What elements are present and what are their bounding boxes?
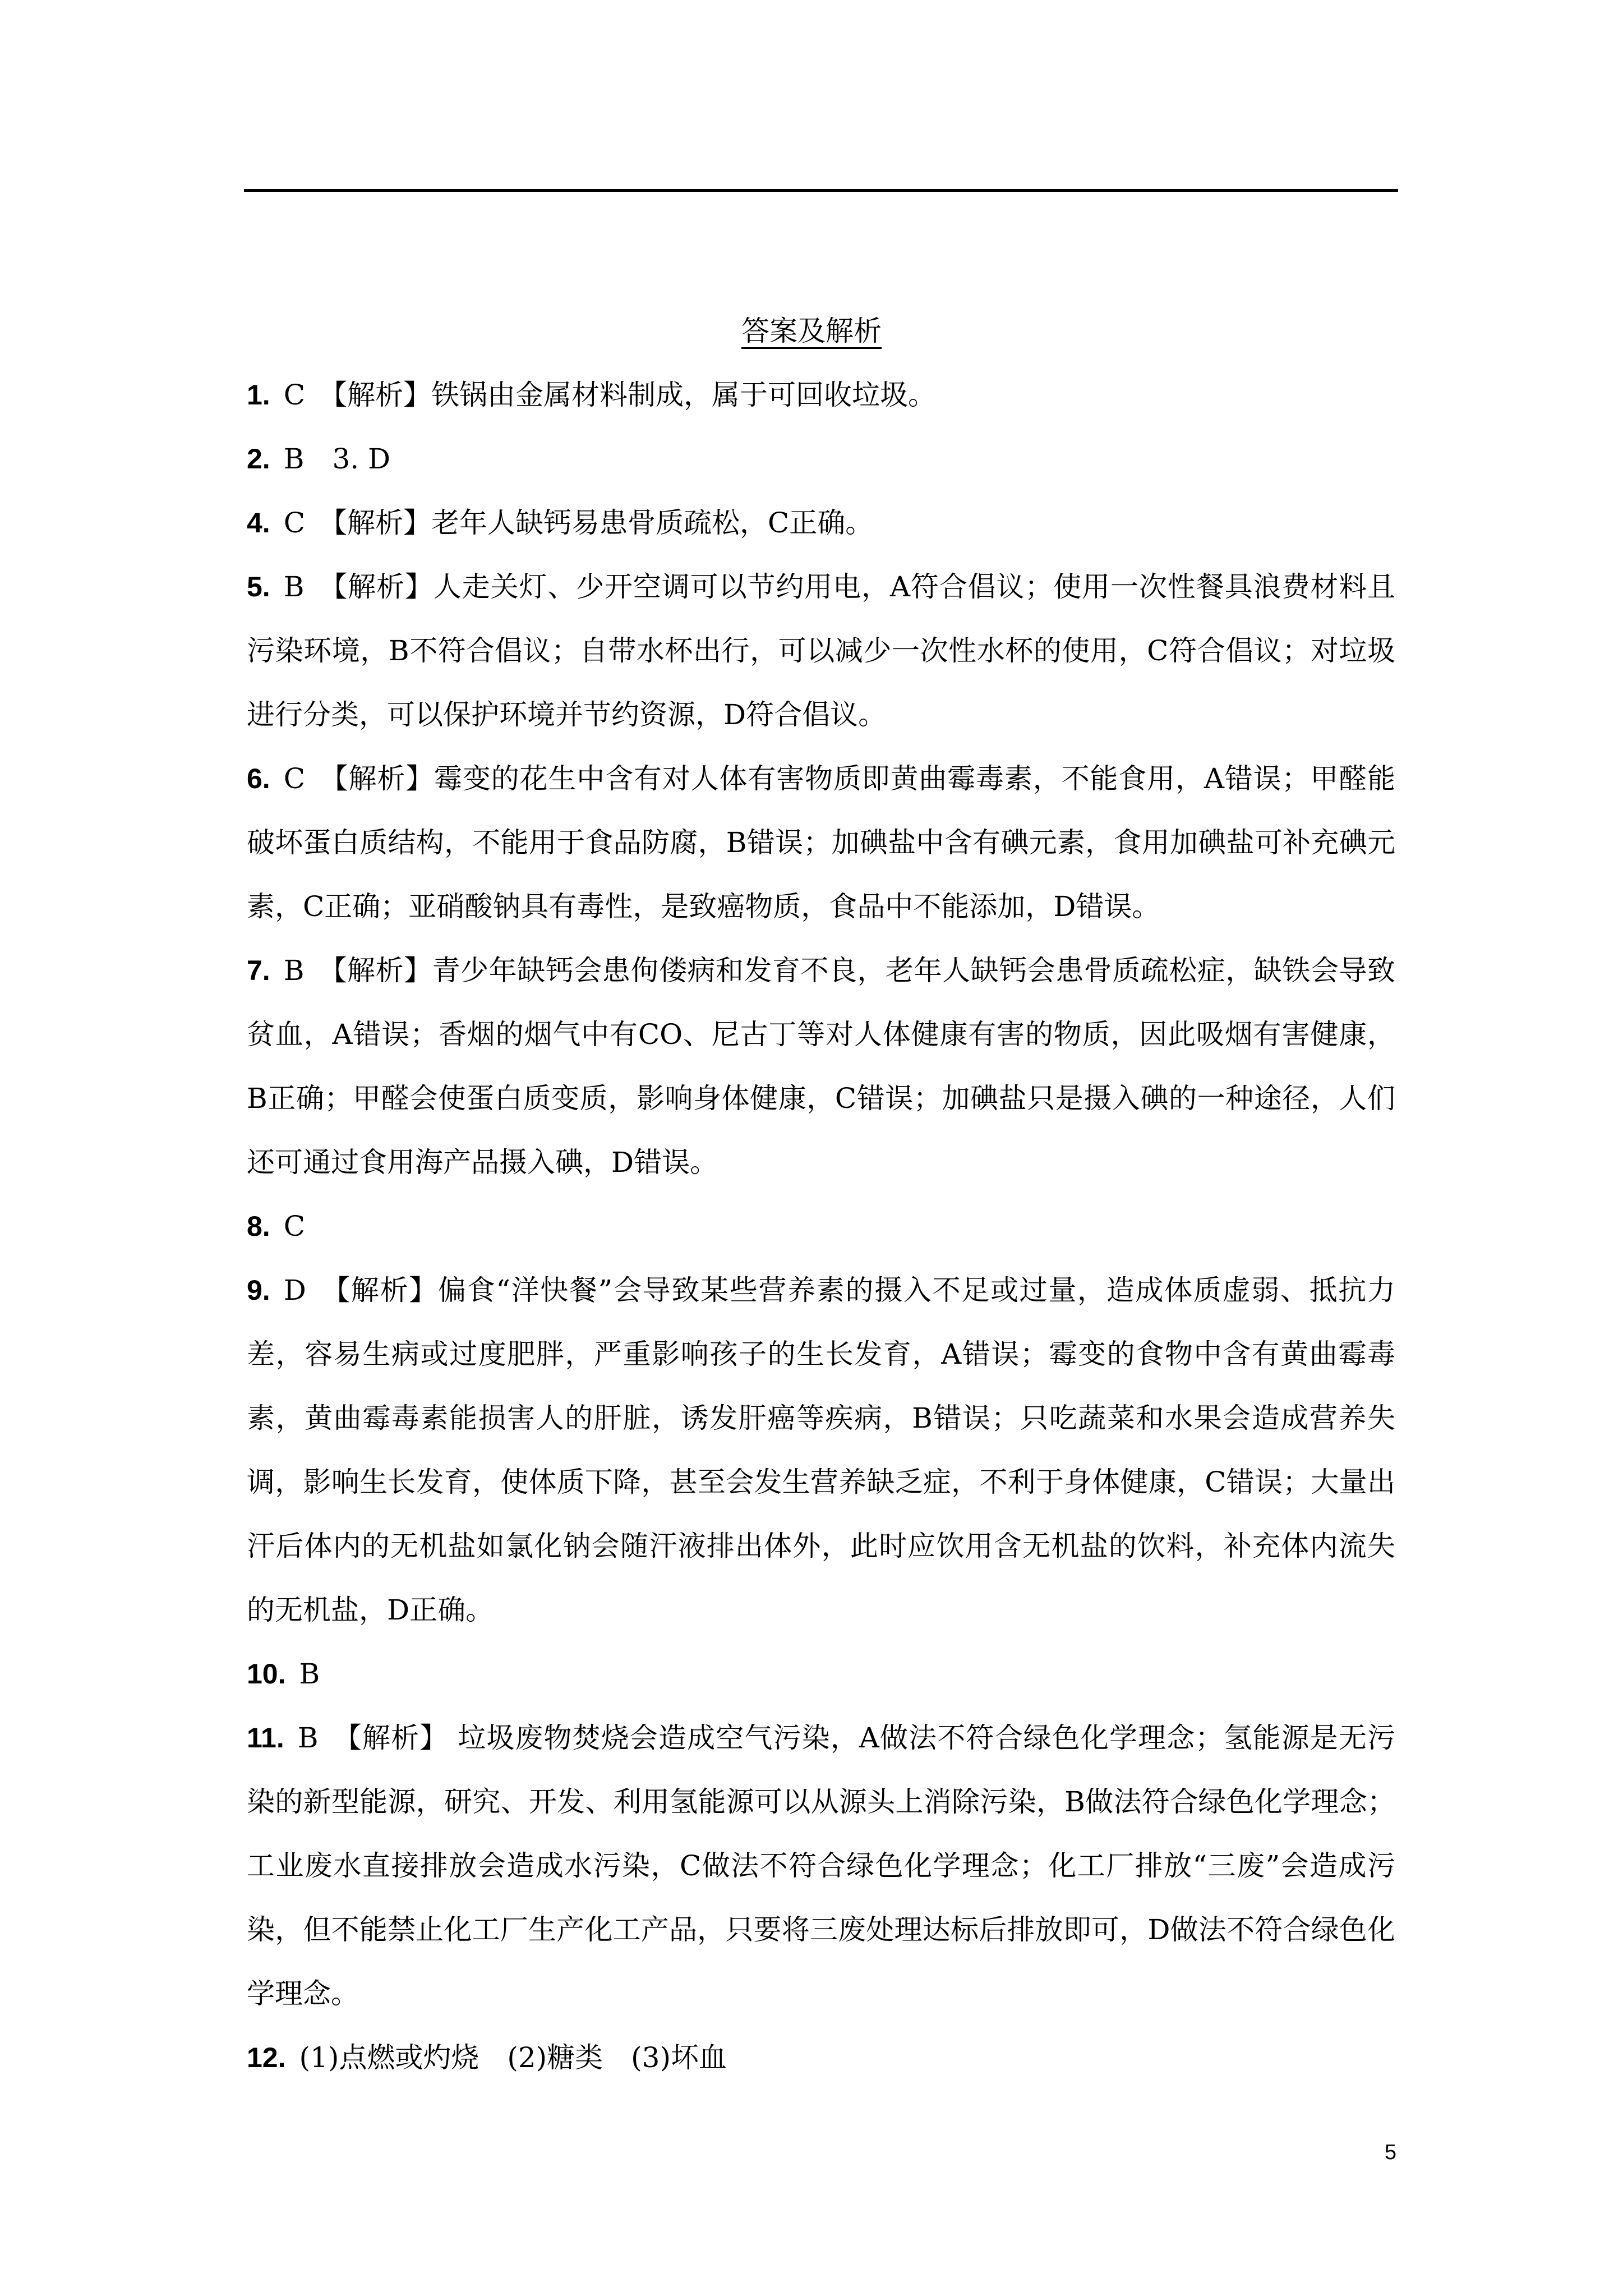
answer-number: 1. [247, 379, 270, 411]
answer-item [247, 363, 1395, 427]
answer-text: B 【解析】 垃圾废物焚烧会造成空气污染，A做法不符合绿色化学理念；氢能源是无污染的新型能源，研究、开发、利用氢能源可以从源头上消除污染，B做法符合绿色化学理念；工业废水直接排放会造成水污染，C做法不符合绿色化学理念；化工厂排放“三废”会造成污染，但不能禁止化工厂生产化工产品，只要将三废处理达标后排放即可，D做法不符合绿色化学理念。 [247, 1722, 1395, 2010]
answer-number: 11. [247, 1722, 284, 1754]
answer-number: 10. [247, 1658, 286, 1690]
answer-item [247, 555, 1395, 747]
answer-text: B 【解析】青少年缺钙会患佝偻病和发育不良，老年人缺钙会患骨质疏松症，缺铁会导致贫血，A错误；香烟的烟气中有CO、尼古丁等对人体健康有害的物质，因此吸烟有害健康，B正确；甲醛会使蛋白质变质，影响身体健康，C错误；加碘盐只是摄入碘的一种途径，人们还可通过食用海产品摄入碘，D错误。 [247, 954, 1395, 1179]
answer-text: B 【解析】人走关灯、少开空调可以节约用电，A符合倡议；使用一次性餐具浪费材料且污染环境，B不符合倡议；自带水杯出行，可以减少一次性水杯的使用，C符合倡议；对垃圾进行分类，可以保护环境并节约资源，D符合倡议。 [247, 570, 1395, 731]
answer-item [247, 2026, 1395, 2090]
answer-item [247, 1258, 1395, 1642]
answer-text: B 3. D [283, 443, 391, 475]
answer-item [247, 1642, 1395, 1706]
answer-text: (1)点燃或灼烧 (2)糖类 (3)坏血 [299, 2041, 727, 2074]
answer-text: C [283, 1210, 305, 1243]
page-title [0, 314, 1623, 348]
answer-text: B [299, 1658, 320, 1690]
answer-text: C 【解析】铁锅由金属材料制成，属于可回收垃圾。 [283, 379, 936, 411]
answer-number: 12. [247, 2042, 286, 2073]
answer-item [247, 491, 1395, 555]
answer-item [247, 1194, 1395, 1258]
answer-number: 4. [247, 507, 270, 539]
answer-item [247, 427, 1395, 491]
answer-number: 8. [247, 1211, 270, 1242]
answer-number: 9. [247, 1274, 270, 1306]
answer-item [247, 1706, 1395, 2026]
answer-text: C 【解析】老年人缺钙易患骨质疏松，C正确。 [283, 507, 874, 539]
answer-number: 5. [247, 571, 270, 602]
answer-number: 2. [247, 443, 270, 475]
answer-text: C 【解析】霉变的花生中含有对人体有害物质即黄曲霉毒素，不能食用，A错误；甲醛能破坏蛋白质结构，不能用于食品防腐，B错误；加碘盐中含有碘元素，食用加碘盐可补充碘元素，C正确；亚硝酸钠具有毒性，是致癌物质，食品中不能添加，D错误。 [247, 762, 1395, 923]
answer-list [247, 363, 1395, 2090]
page-number: 5 [1384, 2141, 1396, 2164]
header-rule [244, 189, 1398, 192]
answer-number: 6. [247, 763, 270, 794]
answer-number: 7. [247, 955, 270, 986]
answer-item [247, 747, 1395, 938]
answer-text: D 【解析】偏食“洋快餐”会导致某些营养素的摄入不足或过量，造成体质虚弱、抵抗力差，容易生病或过度肥胖，严重影响孩子的生长发育，A错误；霉变的食物中含有黄曲霉毒素，黄曲霉毒素能损害人的肝脏，诱发肝癌等疾病，B错误；只吃蔬菜和水果会造成营养失调，影响生长发育，使体质下降，甚至会发生营养缺乏症，不利于身体健康，C错误；大量出汗后体内的无机盐如氯化钠会随汗液排出体外，此时应饮用含无机盐的饮料，补充体内流失的无机盐，D正确。 [247, 1274, 1395, 1626]
page-title-text: 答案及解析 [741, 315, 882, 347]
answer-item [247, 938, 1395, 1194]
